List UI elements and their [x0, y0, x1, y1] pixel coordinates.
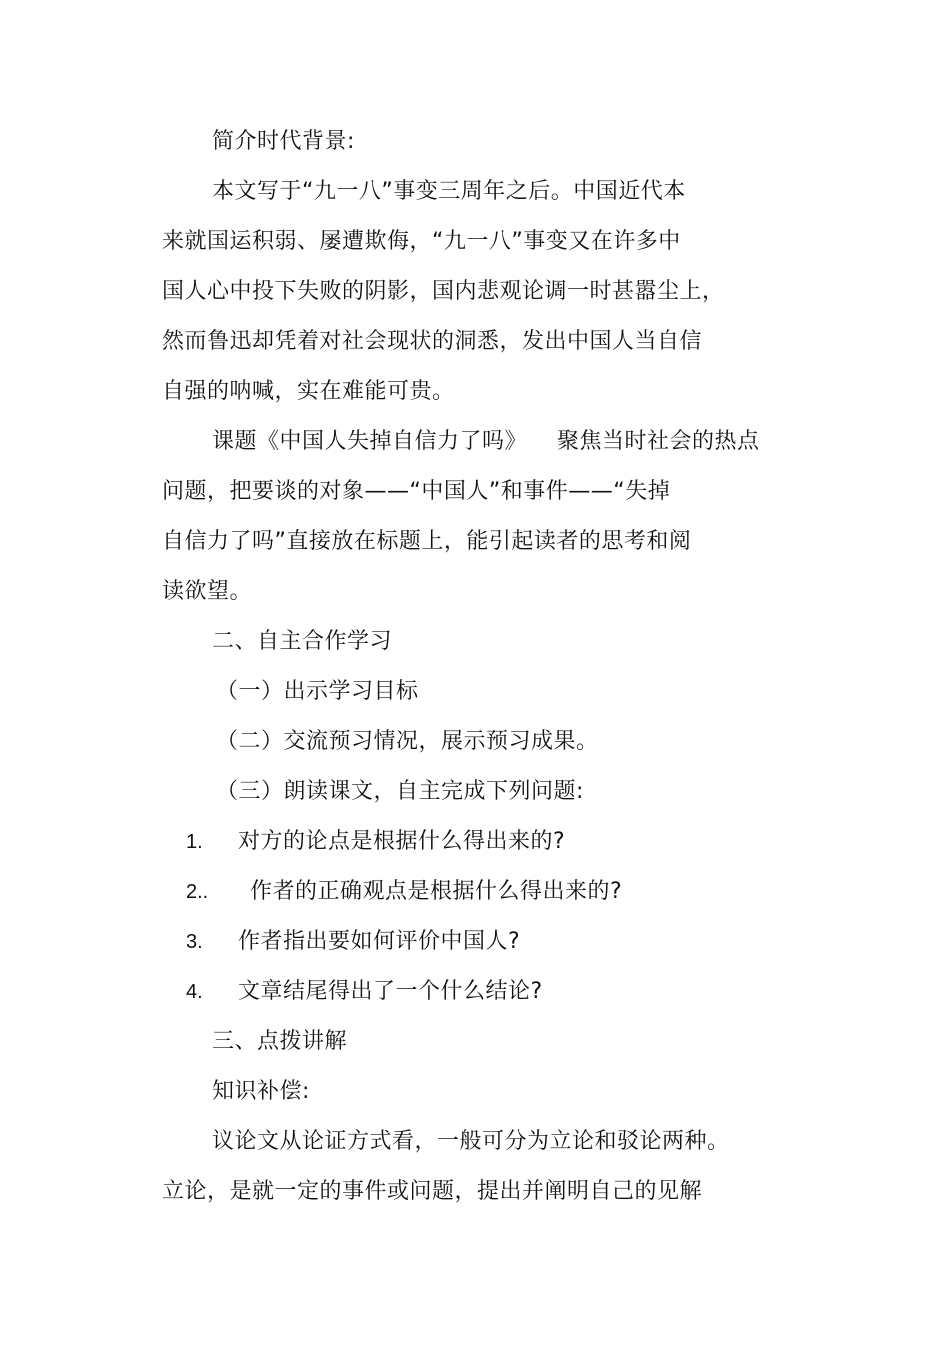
background-line: 然而鲁迅却凭着对社会现状的洞悉，发出中国人当自信: [162, 329, 703, 354]
section2-item: （二）交流预习情况，展示预习成果。: [216, 729, 599, 754]
section3-line: 立论，是就一定的事件或问题，提出并阐明自己的见解: [162, 1179, 703, 1204]
title-para-line: 读欲望。: [162, 579, 253, 604]
background-line: 自强的呐喊，实在难能可贵。: [162, 379, 455, 404]
section2-item: （三）朗读课文，自主完成下列问题:: [216, 779, 584, 804]
question-text: 对方的论点是根据什么得出来的?: [238, 829, 566, 854]
background-line: 国人心中投下失败的阴影，国内悲观论调一时甚嚣尘上，: [162, 279, 725, 304]
section3-subheading: 知识补偿:: [212, 1079, 310, 1104]
background-line: 来就国运积弱、屡遭欺侮，“九一八”事变又在许多中: [162, 229, 681, 254]
question-number: 4.: [186, 981, 203, 1003]
section2-item: （一）出示学习目标: [216, 679, 419, 704]
title-para-line: 自信力了吗”直接放在标题上，能引起读者的思考和阅: [162, 529, 692, 554]
background-line: 本文写于“九一八”事变三周年之后。中国近代本: [212, 179, 686, 204]
title-para-line: 问题，把要谈的对象——“中国人”和事件——“失掉: [162, 479, 671, 504]
question-number: 2..: [186, 881, 209, 903]
question-number: 1.: [186, 831, 203, 853]
question-text: 作者的正确观点是根据什么得出来的?: [250, 879, 623, 904]
question-text: 作者指出要如何评价中国人?: [238, 929, 521, 954]
section2-heading: 二、自主合作学习: [212, 629, 393, 654]
question-number: 3.: [186, 931, 203, 953]
question-text: 文章结尾得出了一个什么结论?: [238, 979, 543, 1004]
section3-heading: 三、点拨讲解: [212, 1029, 348, 1054]
title-para-line: 课题《中国人失掉自信力了吗》 聚焦当时社会的热点: [212, 429, 760, 454]
section3-line: 议论文从论证方式看，一般可分为立论和驳论两种。: [212, 1129, 730, 1154]
intro-heading: 简介时代背景:: [212, 129, 355, 154]
